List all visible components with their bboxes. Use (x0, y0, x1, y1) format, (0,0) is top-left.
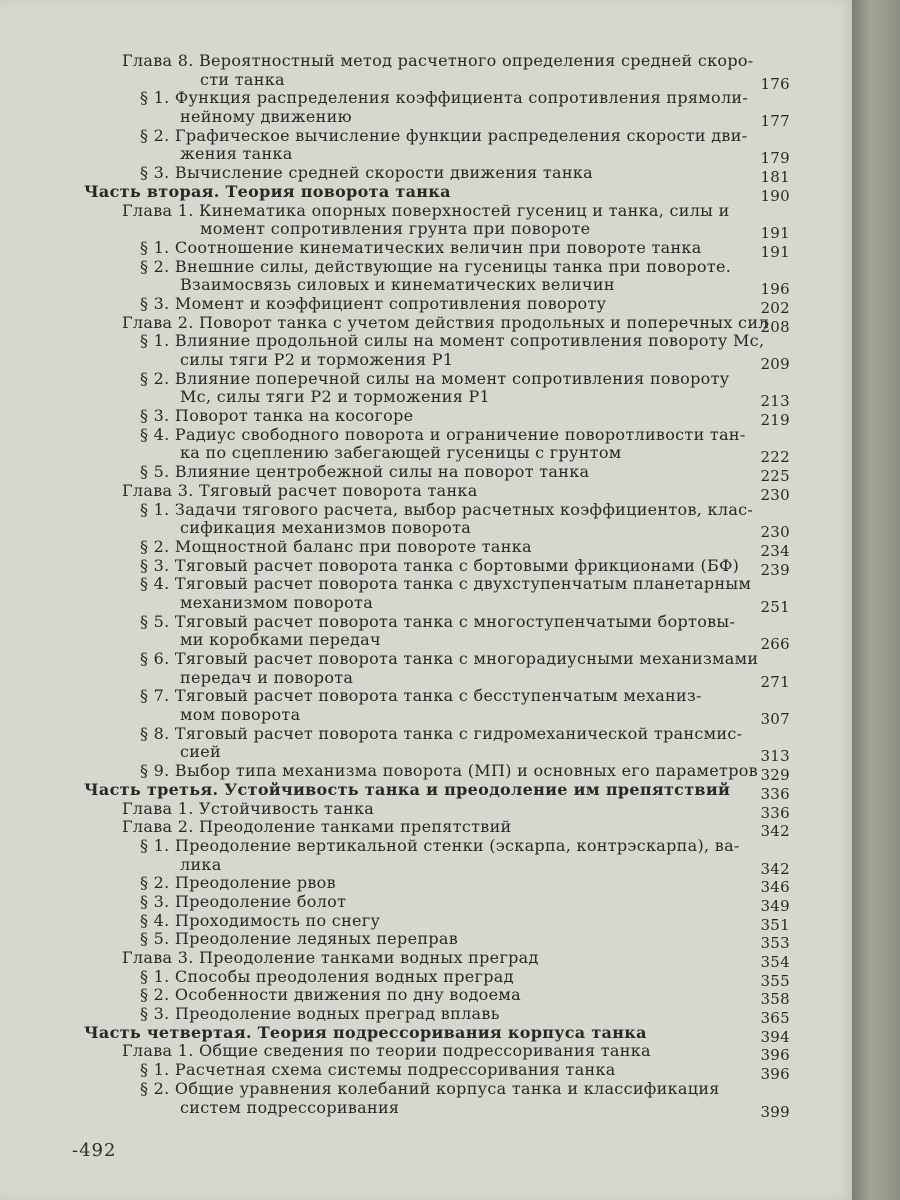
toc-line (0, 1004, 852, 1028)
page-ref: 307 (760, 710, 790, 729)
toc-line (0, 370, 852, 389)
toc-line (0, 406, 852, 430)
toc-line (0, 387, 852, 411)
page-ref: 208 (760, 317, 790, 336)
page-ref: 353 (760, 934, 790, 953)
toc-line (0, 779, 852, 803)
page-ref: 191 (760, 224, 790, 243)
section-title: § 5. Преодоление ледяных переправ (140, 929, 459, 949)
toc-line (0, 107, 852, 131)
toc-line (0, 127, 852, 146)
page-number: -492 (72, 1140, 117, 1161)
section-title: лика (180, 854, 222, 874)
toc-line (0, 667, 852, 691)
toc-line (0, 219, 852, 243)
toc-line (0, 163, 852, 187)
page-ref: 266 (760, 635, 790, 654)
toc-line (0, 742, 852, 766)
page-ref: 351 (760, 915, 790, 934)
section-title: § 3. Преодоление болот (140, 891, 347, 911)
page-ref: 230 (760, 523, 790, 542)
toc-line (0, 1022, 852, 1046)
page-ref: 179 (760, 149, 790, 168)
toc-line (0, 966, 852, 990)
page-ref: 239 (760, 560, 790, 579)
section-title: § 3. Момент и коэффициент сопротивления повороту (140, 293, 607, 313)
toc-line (0, 705, 852, 729)
part-title: Часть четвертая. Теория подрессоривания корпуса танка (84, 1022, 647, 1042)
section-title: § 1. Функция распределения коэффициента сопротивления прямоли- (140, 88, 749, 108)
toc-line (0, 518, 852, 542)
page-ref: 342 (760, 859, 790, 878)
section-title: § 3. Вычисление средней скорости движения танка (140, 163, 593, 183)
section-title: Взаимосвязь силовых и кинематических величин (180, 275, 615, 295)
part-title: Часть третья. Устойчивость танка и преодоление им препятствий (84, 779, 731, 799)
toc-line (0, 312, 852, 336)
section-title: систем подрессоривания (180, 1097, 400, 1117)
section-title: § 8. Тяговый расчет поворота танка с гидромеханической трансмис- (140, 723, 743, 743)
section-title: § 1. Задачи тягового расчета, выбор расчетных коэффициентов, клас- (140, 499, 754, 519)
page-ref: 271 (760, 672, 790, 691)
section-title: Mc, силы тяги P2 и торможения P1 (180, 387, 491, 407)
toc-line (0, 1060, 852, 1084)
toc-line (0, 332, 852, 351)
chapter-title: сти танка (200, 69, 285, 89)
table-of-contents (0, 51, 852, 1121)
toc-line (0, 555, 852, 579)
chapter-title: Глава 1. Кинематика опорных поверхностей гусениц и танка, силы и (122, 200, 730, 220)
toc-line (0, 575, 852, 594)
toc-line (0, 237, 852, 261)
toc-line (0, 650, 852, 669)
page-ref: 365 (760, 1009, 790, 1028)
section-title: передач и поворота (180, 667, 354, 687)
page-edge-shadow (852, 0, 900, 1200)
section-title: § 5. Влияние центробежной силы на поворот танка (140, 462, 590, 482)
toc-line (0, 630, 852, 654)
chapter-title: Глава 1. Устойчивость танка (122, 798, 375, 818)
section-title: § 1. Способы преодоления водных преград (140, 966, 514, 986)
page-ref: 342 (760, 822, 790, 841)
toc-line (0, 144, 852, 168)
page-ref: 354 (760, 953, 790, 971)
toc-line (0, 426, 852, 445)
section-title: § 6. Тяговый расчет поворота танка с многорадиусными механизмами (140, 649, 759, 668)
toc-line (0, 293, 852, 317)
toc-line (0, 501, 852, 520)
toc-line (0, 592, 852, 616)
chapter-title: Глава 3. Преодоление танками водных преград (122, 948, 539, 967)
toc-line (0, 910, 852, 934)
page-ref: 329 (760, 766, 790, 785)
section-title: § 2. Влияние поперечной силы на момент сопротивления повороту (140, 368, 730, 388)
page-ref: 349 (760, 896, 790, 915)
section-title: § 2. Мощностной баланс при повороте танка (140, 536, 532, 556)
chapter-title: Глава 2. Преодоление танками препятствий (122, 817, 512, 837)
section-title: ка по сцеплению забегающей гусеницы с грунтом (180, 443, 622, 463)
section-title: § 2. Особенности движения по дну водоема (140, 985, 521, 1005)
page-ref: 358 (760, 990, 790, 1009)
page-ref: 355 (760, 971, 790, 990)
toc-line (0, 725, 852, 744)
toc-line (0, 443, 852, 467)
toc-line (0, 258, 852, 277)
chapter-title: Глава 8. Вероятностный метод расчетного определения средней скоро- (122, 51, 754, 70)
page-ref: 336 (760, 784, 790, 803)
page-ref: 234 (760, 541, 790, 560)
toc-line (0, 480, 852, 504)
section-title: § 1. Расчетная схема системы подрессоривания танка (140, 1060, 616, 1080)
toc-line (0, 837, 852, 856)
section-title: § 5. Тяговый расчет поворота танка с многоступенчатыми бортовы- (140, 611, 736, 631)
toc-line (0, 181, 852, 205)
section-title: § 4. Радиус свободного поворота и ограничение поворотливости тан- (140, 424, 746, 444)
toc-line (0, 1097, 852, 1121)
section-title: § 1. Соотношение кинематических величин при повороте танка (140, 237, 702, 257)
page-ref: 176 (760, 74, 790, 93)
section-title: силы тяги P2 и торможения P1 (180, 350, 454, 369)
section-title: § 1. Влияние продольной силы на момент сопротивления повороту Mc, (140, 331, 765, 351)
toc-line (0, 761, 852, 785)
section-title: § 9. Выбор типа механизма поворота (МП) и основных его параметров (140, 761, 758, 781)
page-ref: 251 (760, 597, 790, 616)
section-title: § 2. Внешние силы, действующие на гусеницы танка при повороте. (140, 256, 732, 276)
toc-line (0, 687, 852, 706)
toc-line (0, 1080, 852, 1099)
section-title: § 7. Тяговый расчет поворота танка с бесступенчатым механиз- (140, 686, 702, 706)
page-ref: 181 (760, 168, 790, 187)
page-ref: 230 (760, 485, 790, 504)
section-title: § 1. Преодоление вертикальной стенки (эскарпа, контрэскарпа), ва- (140, 835, 740, 855)
toc-line (0, 275, 852, 299)
page-ref: 396 (760, 1065, 790, 1084)
page-ref: 219 (760, 411, 790, 430)
section-title: § 3. Поворот танка на косогоре (140, 406, 414, 426)
section-title: § 3. Тяговый расчет поворота танка с бортовыми фрикционами (БФ) (140, 555, 740, 575)
toc-line (0, 854, 852, 878)
page-ref: 399 (760, 1102, 790, 1121)
page-ref: 191 (760, 242, 790, 261)
toc-line (0, 613, 852, 632)
toc-line (0, 948, 852, 971)
page-ref: 346 (760, 878, 790, 897)
section-title: § 2. Преодоление рвов (140, 873, 336, 893)
page-ref: 396 (760, 1046, 790, 1065)
page-ref: 202 (760, 298, 790, 317)
section-title: § 4. Проходимость по снегу (140, 910, 381, 930)
section-title: нейному движению (180, 107, 352, 127)
page-ref: 394 (760, 1027, 790, 1046)
toc-line (0, 873, 852, 897)
chapter-title: момент сопротивления грунта при повороте (200, 219, 591, 239)
section-title: сификация механизмов поворота (180, 518, 472, 538)
section-title: жения танка (180, 144, 293, 164)
section-title: мом поворота (180, 705, 301, 725)
toc-line (0, 89, 852, 108)
page-ref: 336 (760, 803, 790, 822)
page-ref: 177 (760, 112, 790, 131)
toc-line (0, 462, 852, 486)
section-title: § 3. Преодоление водных преград вплавь (140, 1004, 500, 1024)
page-ref: 209 (760, 355, 790, 373)
section-title: сией (180, 742, 221, 762)
page-ref: 313 (760, 747, 790, 766)
page-ref: 222 (760, 448, 790, 467)
toc-line (0, 536, 852, 560)
toc-line (0, 798, 852, 822)
chapter-title: Глава 1. Общие сведения по теории подрессоривания танка (122, 1041, 651, 1061)
toc-line (0, 350, 852, 373)
toc-line (0, 202, 852, 221)
toc-line (0, 891, 852, 915)
chapter-title: Глава 3. Тяговый расчет поворота танка (122, 480, 478, 500)
part-title: Часть вторая. Теория поворота танка (84, 181, 451, 201)
section-title: § 2. Общие уравнения колебаний корпуса танка и классификация (140, 1078, 720, 1098)
chapter-title: Глава 2. Поворот танка с учетом действия продольных и поперечных сил (122, 312, 769, 332)
page-ref: 213 (760, 392, 790, 411)
toc-line (0, 985, 852, 1009)
section-title: механизмом поворота (180, 592, 374, 612)
toc-line (0, 817, 852, 841)
section-title: § 4. Тяговый расчет поворота танка с двухступенчатым планетарным (140, 574, 752, 594)
section-title: § 2. Графическое вычисление функции распределения скорости дви- (140, 125, 748, 145)
page-ref: 190 (760, 186, 790, 205)
page-ref: 196 (760, 280, 790, 299)
toc-line (0, 929, 852, 953)
page-ref: 225 (760, 467, 790, 486)
toc-line (0, 52, 852, 71)
toc-line (0, 1041, 852, 1065)
toc-line (0, 69, 852, 93)
section-title: ми коробками передач (180, 630, 381, 650)
